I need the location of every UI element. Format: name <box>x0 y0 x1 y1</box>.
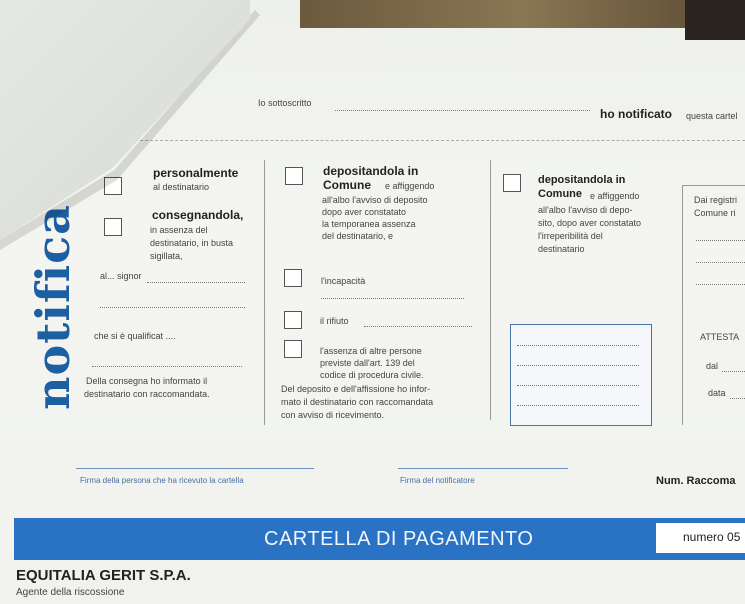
recipient-signature-label: Firma della persona che ha ricevuto la cartella <box>80 476 244 485</box>
column-divider-3 <box>682 185 683 425</box>
col2-title2-tail: e affiggendo <box>385 181 435 191</box>
comune-label: Comune ri <box>694 208 736 218</box>
col4-top-line <box>682 185 745 186</box>
consegna-text-2: destinatario con raccomandata. <box>84 389 210 399</box>
col3-title2: Comune <box>538 188 582 200</box>
attesta-label: ATTESTA <box>700 332 740 342</box>
checkbox-rifiuto[interactable] <box>284 311 302 329</box>
top-dotted-line <box>335 110 590 111</box>
stamp-line-2 <box>517 365 639 366</box>
stamp-line-1 <box>517 345 639 346</box>
stamp-line-3 <box>517 385 639 386</box>
top-statement: Io sottoscritto <box>258 98 312 108</box>
opt2-sub2: destinatario, in busta <box>150 238 234 248</box>
deposito-line1: Del deposito e dell'affissione ho infor- <box>281 384 431 394</box>
col3-line1: all'albo l'avviso di depo- <box>538 205 633 215</box>
deposito-line2: mato il destinatario con raccomandata <box>281 397 434 407</box>
col4-line-3[interactable] <box>696 284 745 285</box>
number-label: numero 05 <box>683 530 741 544</box>
rifiuto-label: il rifiuto <box>320 316 349 326</box>
signor-label: al... signor <box>100 271 142 281</box>
col4-line-2[interactable] <box>696 262 745 263</box>
col2-line1: all'albo l'avviso di deposito <box>322 195 428 205</box>
col2-title2: Comune <box>323 178 371 192</box>
incapacita-label: l'incapacità <box>321 276 366 286</box>
num-raccomandata: Num. Raccoma <box>656 475 736 487</box>
opt1-sub: al destinatario <box>153 182 210 192</box>
col2-line3: la temporanea assenza <box>322 219 416 229</box>
consegna-text-1: Della consegna ho informato il <box>86 376 208 386</box>
column-divider-2 <box>490 160 491 420</box>
data-line[interactable] <box>730 398 745 399</box>
assenza-line2: previste dall'art. 139 del <box>320 358 415 368</box>
assenza-line1: l'assenza di altre persone <box>320 346 422 356</box>
checkbox-irreperibilita[interactable] <box>503 174 521 192</box>
opt2-sub1: in assenza del <box>150 225 208 235</box>
rifiuto-line[interactable] <box>364 326 472 327</box>
signor-line[interactable] <box>147 282 245 283</box>
qualificat-label: che si è qualificat .... <box>94 331 176 341</box>
background-edge <box>685 0 745 40</box>
checkbox-assenza[interactable] <box>284 340 302 358</box>
company-subtitle: Agente della riscossione <box>16 587 125 598</box>
col2-title1: depositandola in <box>323 164 419 178</box>
qualificat-line[interactable] <box>92 366 242 367</box>
opt1-title: personalmente <box>153 166 239 180</box>
col3-line2: sito, dopo aver constatato <box>538 218 642 228</box>
checkbox-deposito-temporanea[interactable] <box>285 167 303 185</box>
col2-line4: del destinatario, e <box>322 231 394 241</box>
col4-line-1[interactable] <box>696 240 745 241</box>
notifier-signature-label: Firma del notificatore <box>400 476 475 485</box>
dai-registri: Dai registri <box>694 195 738 205</box>
dal-line[interactable] <box>722 371 745 372</box>
checkbox-consegnandola[interactable] <box>104 218 122 236</box>
opt2-title: consegnandola, <box>152 208 244 222</box>
col3-line3: l'irreperibilità del <box>538 231 603 241</box>
col3-title1: depositandola in <box>538 174 626 186</box>
data-label: data <box>708 388 726 398</box>
banner-title: CARTELLA DI PAGAMENTO <box>264 528 534 550</box>
desk-background <box>300 0 745 28</box>
signor-line-2[interactable] <box>100 307 245 308</box>
col3-title2-tail: e affiggendo <box>590 191 640 201</box>
recipient-signature-line[interactable] <box>76 468 314 469</box>
top-divider <box>130 140 745 141</box>
stamp-box[interactable] <box>510 324 652 426</box>
incapacita-line[interactable] <box>321 298 464 299</box>
company-name: EQUITALIA GERIT S.P.A. <box>16 567 191 584</box>
opt2-sub3: sigillata, <box>150 251 183 261</box>
column-divider-1 <box>264 160 265 425</box>
dal-label: dal <box>706 361 719 371</box>
notifier-signature-line[interactable] <box>398 468 568 469</box>
deposito-line3: con avviso di ricevimento. <box>281 410 385 420</box>
stamp-line-4 <box>517 405 639 406</box>
assenza-line3: codice di procedura civile. <box>320 370 424 380</box>
col2-line2: dopo aver constatato <box>322 207 407 217</box>
checkbox-incapacita[interactable] <box>284 269 302 287</box>
top-notified-tail: questa cartel <box>686 111 738 121</box>
notifica-side-title: notifica <box>26 204 80 410</box>
col3-line4: destinatario <box>538 244 585 254</box>
top-notified: ho notificato <box>600 107 672 121</box>
